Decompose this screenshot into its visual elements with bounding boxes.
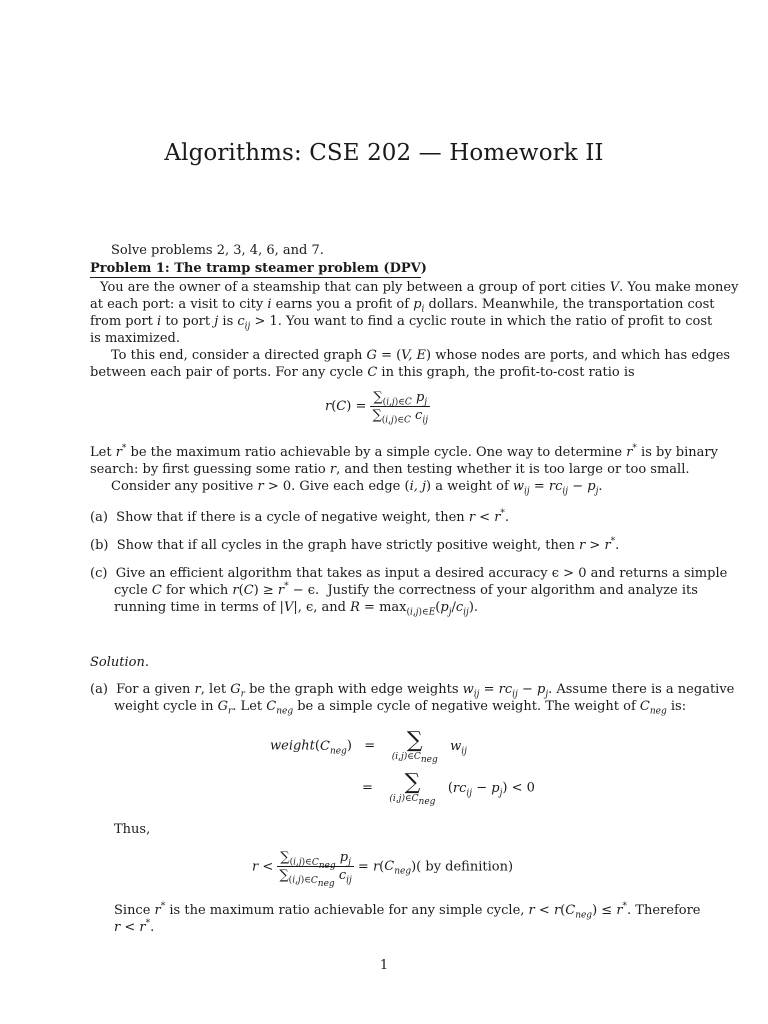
page-number: 1 (379, 958, 389, 973)
solution-part-a-line: weight cycle in $G_r$. Let $C_{neg}$ be a simple cycle of negative weight. The weight of $C_{neg}$ is: (114, 699, 687, 717)
ratio-equation: r(C) = $\frac{\sum_{(i,j)\in C} p_j}{\sum_{(i,j)\in C} c_{ij}}$ (325, 390, 428, 426)
paragraph-line: Consider any positive r > 0. Give each edge (i, j) a weight of $w_{ij} = rc_{ij} - p_j$. (111, 479, 603, 497)
conclusion-line: r < r*. (114, 918, 155, 935)
paragraph-line: at each port: a visit to city i earns you a profit of $p_i$ dollars. Meanwhile, the transportation cost (90, 297, 715, 315)
weight-equation-line-2: = ∑ $(i,j)\in C_{neg}$ $(rc_{ij} - p_j) < 0$ (362, 770, 535, 807)
paragraph-line: is maximized. (90, 331, 181, 346)
paragraph-line: search: by first guessing some ratio r, and then testing whether it is too large or too small. (90, 462, 690, 477)
heading-underline (90, 277, 421, 278)
problem-part-b: (b) Show that if all cycles in the graph have strictly positive weight, then r > r*. (90, 536, 620, 553)
problem-part-c-line: cycle C for which r(C) ≥ r* − ϵ. Justify the correctness of your algorithm and analyze its (114, 581, 698, 598)
paragraph-line: To this end, consider a directed graph G = (V, E) whose nodes are ports, and which has edges (111, 348, 731, 363)
problem-part-c-line: running time in terms of |V|, ϵ, and $R = \max_{(i,j)\in E}(p_j/c_{ij})$. (114, 600, 479, 618)
paragraph-line: from port i to port j is $c_{ij} > 1$. You want to find a cyclic route in which the ratio of profit to cost (90, 314, 713, 332)
document-title: Algorithms: CSE 202 — Homework II (164, 140, 604, 166)
weight-equation-line-1: $weight(C_{neg})$ = ∑ $(i,j)\in C_{neg}$ $w_{ij}$ (270, 728, 467, 765)
instructions: Solve problems 2, 3, 4, 6, and 7. (111, 243, 324, 258)
problem-heading: Problem 1: The tramp steamer problem (DPV) (90, 261, 427, 276)
solution-label: Solution. (90, 655, 149, 670)
solution-part-a: (a) For a given r, let $G_r$ be the graph with edge weights $w_{ij} = rc_{ij} - p_j$. Assume there is a negative (90, 682, 735, 700)
thus-text: Thus, (114, 822, 151, 837)
paragraph-line: You are the owner of a steamship that can ply between a group of port cities V. You make money (100, 280, 739, 295)
problem-part-a: (a) Show that if there is a cycle of negative weight, then r < r*. (90, 508, 510, 525)
paragraph-line: between each pair of ports. For any cycle C in this graph, the profit-to-cost ratio is (90, 365, 635, 380)
ratio-inequality: r < $\frac{\sum_{(i,j)\in C_{neg}} p_j}{\sum_{(i,j)\in C_{neg}} c_{ij}}$ = $r(C_{neg})$( by definition) (252, 850, 514, 889)
problem-part-c: (c) Give an efficient algorithm that takes as input a desired accuracy ϵ > 0 and returns a simple (90, 566, 728, 581)
paragraph-line: Let r* be the maximum ratio achievable by a simple cycle. One way to determine r* is by binary (90, 443, 718, 460)
conclusion-line: Since r* is the maximum ratio achievable for any simple cycle, $r < r(C_{neg}) \le r^*$. Therefore (114, 901, 701, 921)
